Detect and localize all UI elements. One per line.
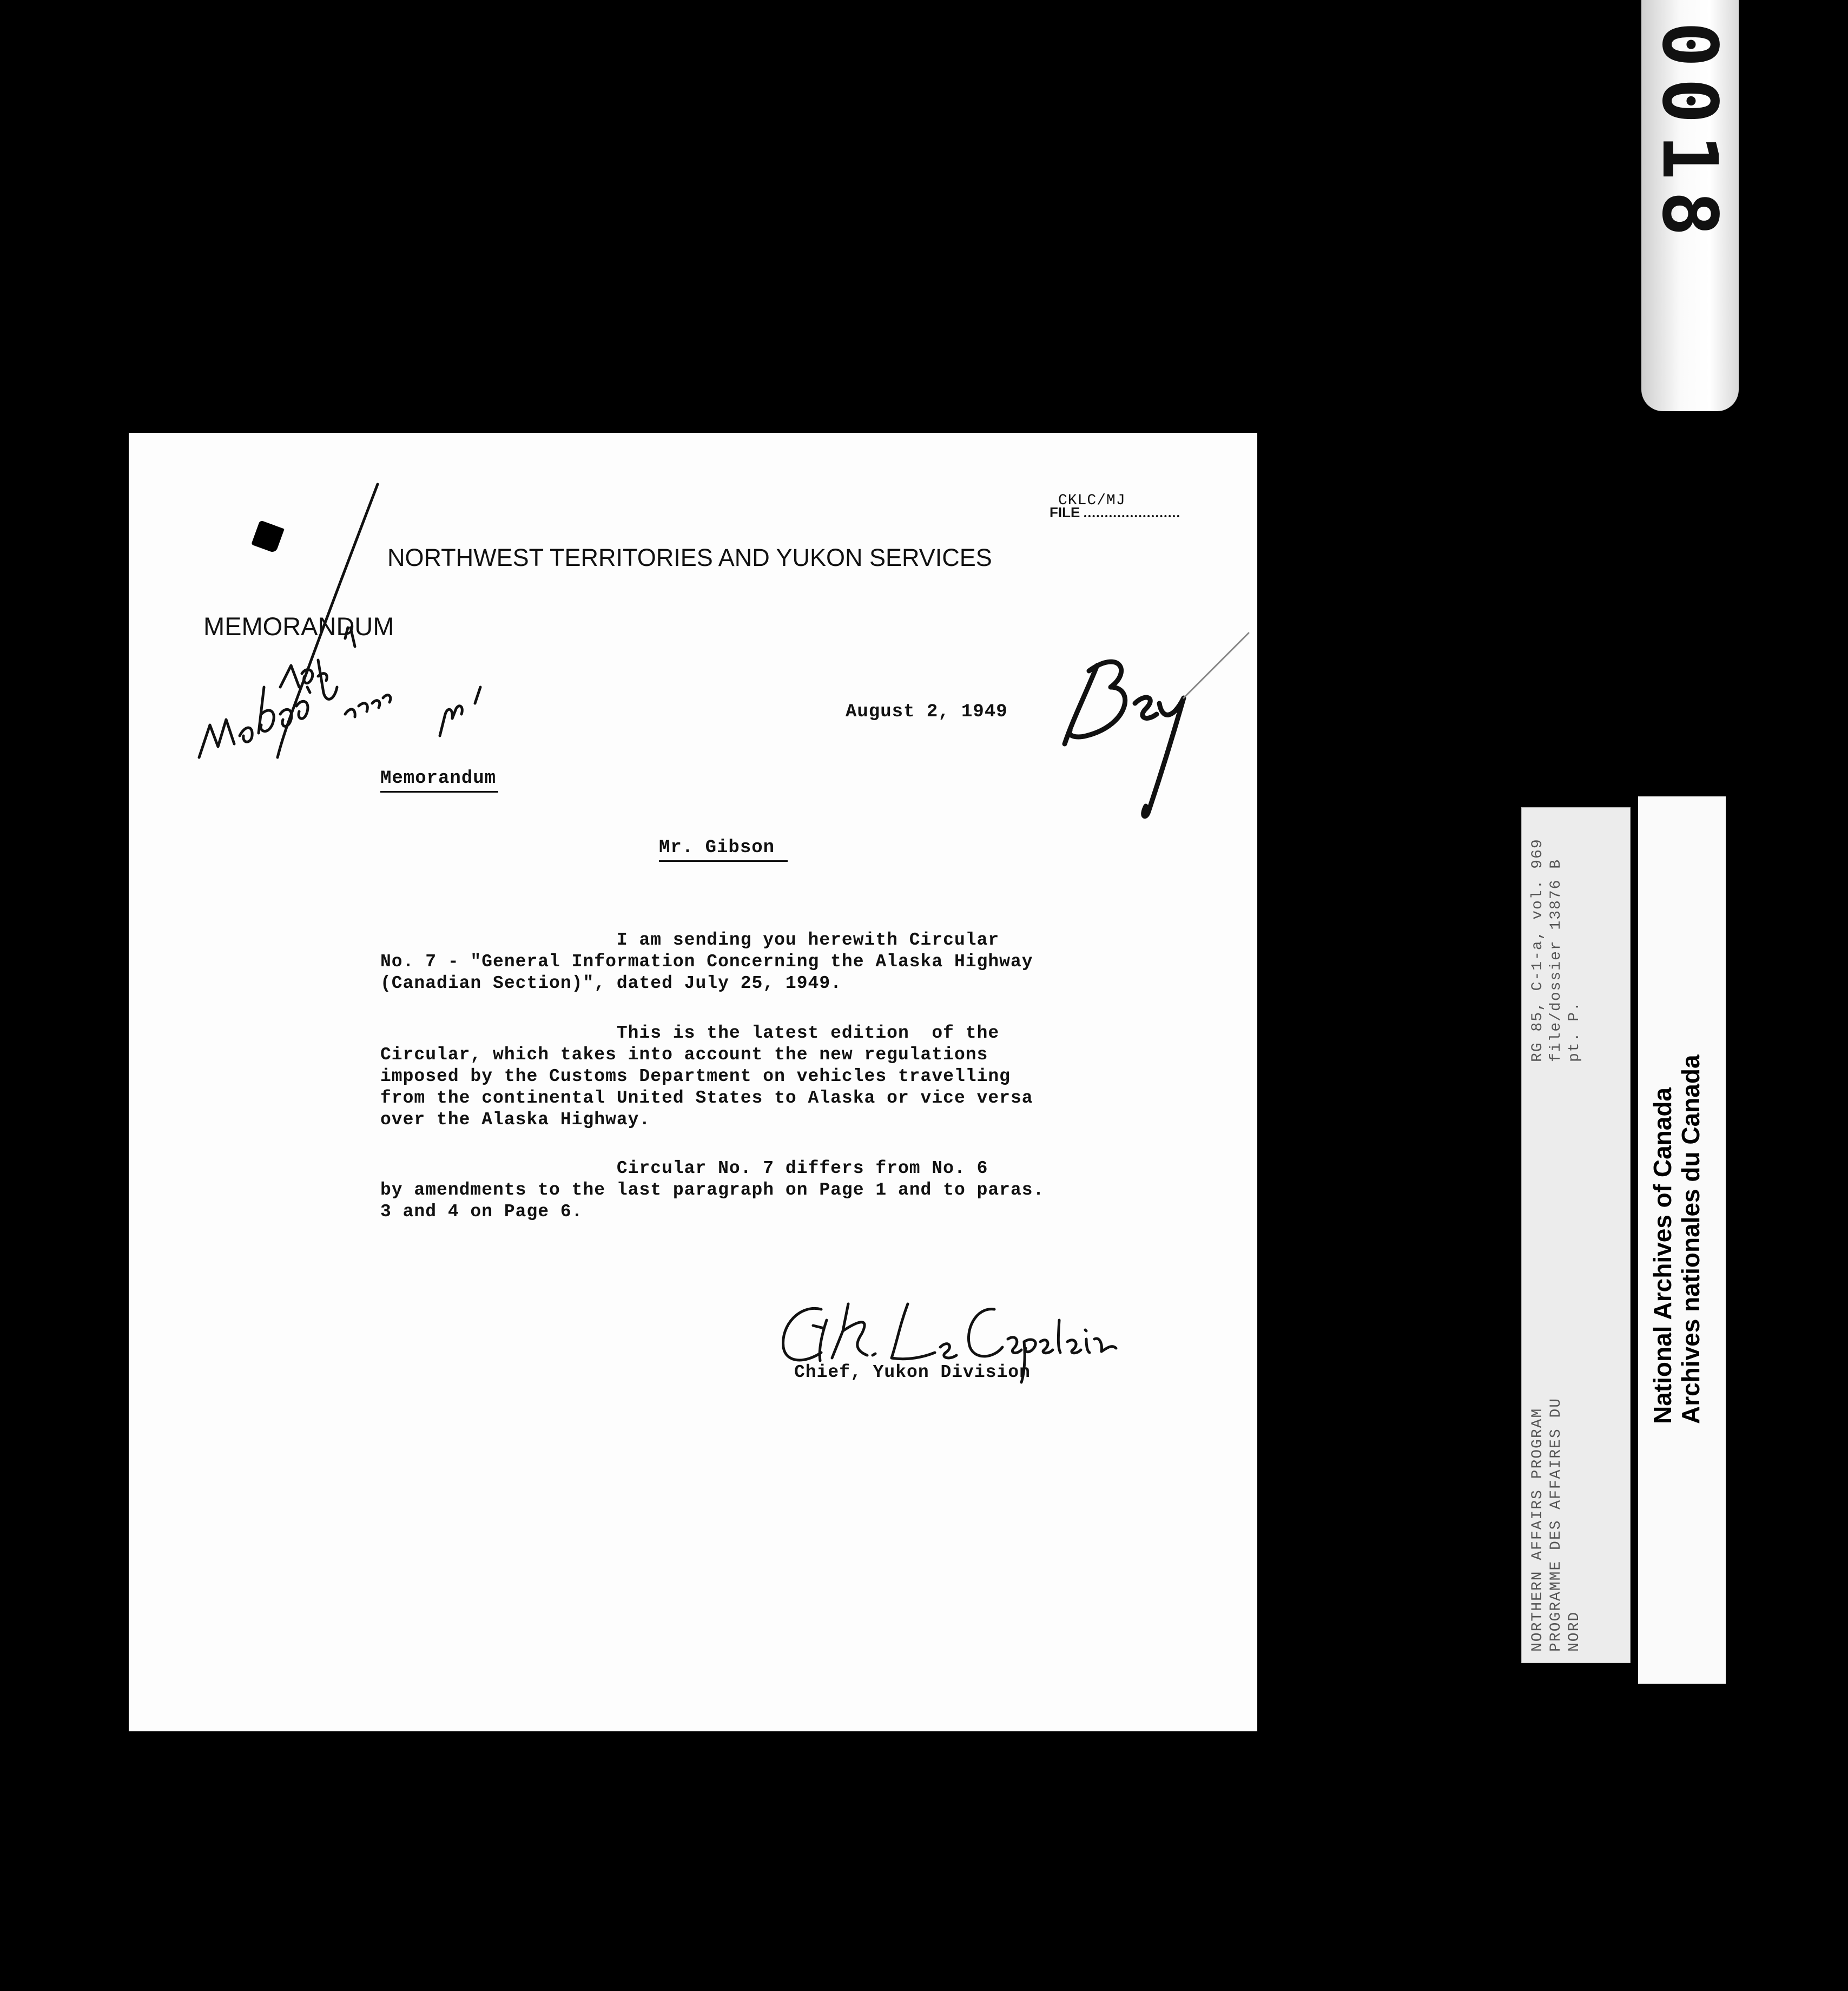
- body-paragraph-2: This is the latest edition of the Circular, which takes into account the new regulations imposed by the Customs Department on vehicles travelling from the continental United States to Alaska or vice versa over the Alaska Highway.: [380, 1023, 1033, 1130]
- signer-title: Chief, Yukon Division: [794, 1362, 1031, 1382]
- frame-number-strip: [1641, 0, 1739, 411]
- archives-name-fr: Archives nationales du Canada: [1677, 1054, 1705, 1424]
- frame-number: 0018: [1645, 22, 1733, 248]
- margin-note-scribble: [199, 628, 480, 757]
- archive-part: pt. P.: [1566, 1001, 1583, 1062]
- memo-heading: MEMORANDUM: [203, 612, 394, 641]
- recipient-underline: [659, 860, 788, 862]
- archive-program-en: NORTHERN AFFAIRS PROGRAM: [1529, 1407, 1546, 1652]
- file-label: FILE: [1050, 504, 1080, 520]
- initials-scribble: [1065, 633, 1249, 816]
- memo-subheading: Memorandum: [380, 768, 497, 789]
- file-reference: CKLC/MJ: [1058, 492, 1126, 509]
- archive-reference-label: [1521, 807, 1631, 1663]
- archive-file-number: file/dossier 13876 B: [1548, 858, 1565, 1062]
- archive-program-fr: PROGRAMME DES AFFAIRES DU: [1548, 1397, 1565, 1652]
- memo-date: August 2, 1949: [846, 702, 1008, 722]
- archives-name-en: National Archives of Canada: [1648, 1087, 1677, 1424]
- subheading-underline: [380, 791, 498, 793]
- national-archives-label: [1638, 796, 1726, 1684]
- file-dotted-line: [1084, 515, 1179, 517]
- memo-sheet: [129, 433, 1257, 1731]
- archive-record-group: RG 85, C-1-a, vol. 969: [1529, 838, 1546, 1062]
- body-paragraph-3: Circular No. 7 differs from No. 6 by amendments to the last paragraph on Page 1 and to paras. 3 and 4 on Page 6.: [380, 1158, 1045, 1222]
- letterhead-title: NORTHWEST TERRITORIES AND YUKON SERVICES: [387, 544, 992, 571]
- recipient: Mr. Gibson: [659, 838, 775, 858]
- archive-program-fr-2: NORD: [1566, 1611, 1583, 1652]
- body-paragraph-1: I am sending you herewith Circular No. 7 - "General Information Concerning the Alaska Highway (Canadian Section)", dated July 25, 1949.: [380, 930, 1033, 993]
